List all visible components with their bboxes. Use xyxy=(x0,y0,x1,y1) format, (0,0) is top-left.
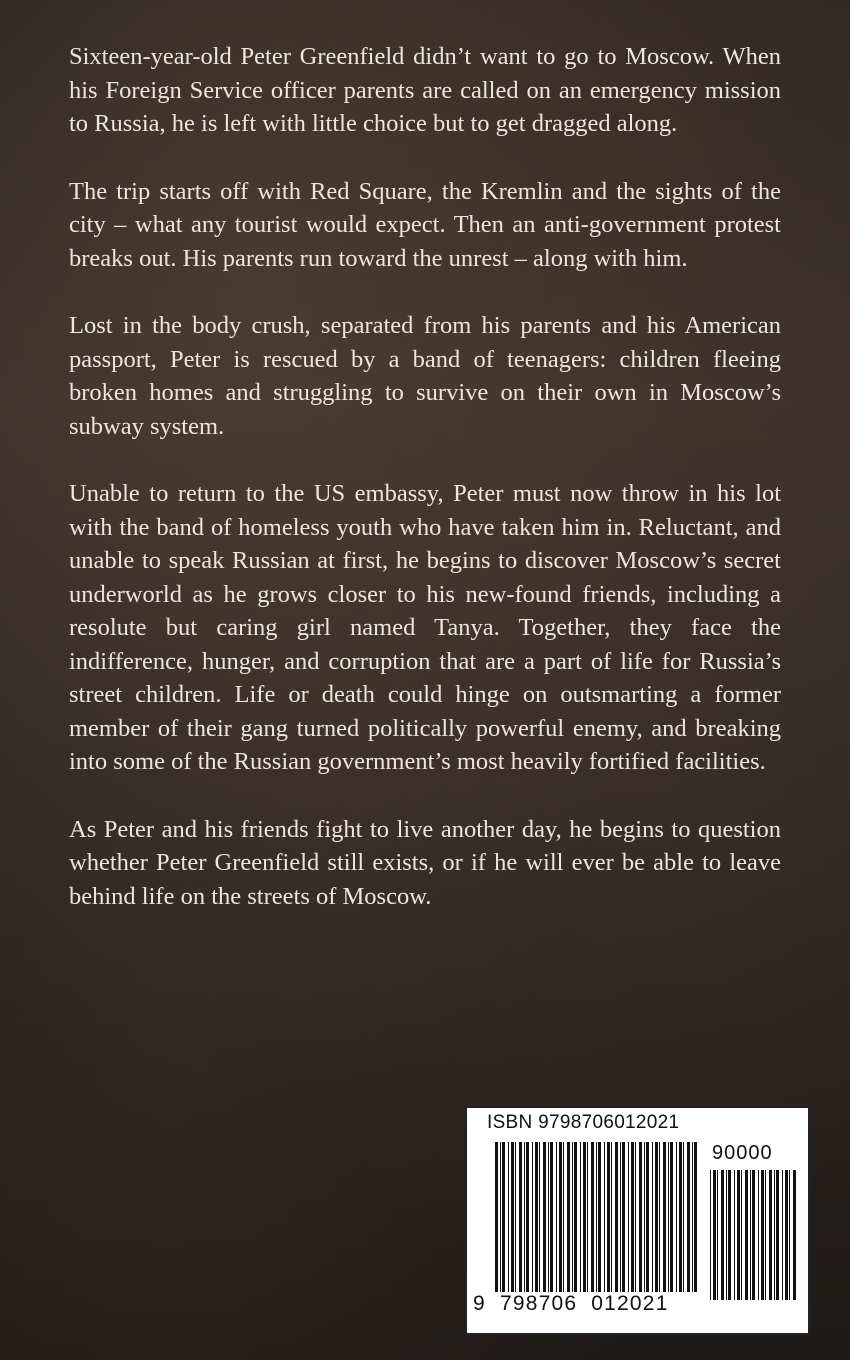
barcode-bar xyxy=(776,1170,779,1300)
barcode-bar xyxy=(502,1142,505,1292)
barcode-bar xyxy=(543,1142,546,1292)
blurb-paragraph-3: Lost in the body crush, separated from his parents and his American passport, Peter is rescued by a band of teenagers: children fleeing broken homes and struggling to survive on their own in Moscow’s subway system. xyxy=(69,312,781,440)
barcode-bar xyxy=(628,1142,629,1292)
barcode-bar xyxy=(635,1142,636,1292)
isbn-barcode xyxy=(465,1106,810,1335)
barcode-bar xyxy=(761,1170,764,1300)
barcode-bar xyxy=(591,1142,594,1292)
barcode-bar xyxy=(644,1142,645,1292)
barcode-bar xyxy=(574,1142,577,1292)
barcode-bar xyxy=(572,1142,573,1292)
barcode-bar xyxy=(604,1142,605,1292)
barcode-bar xyxy=(631,1142,634,1292)
barcode-bar xyxy=(774,1170,775,1300)
barcode-bar xyxy=(620,1142,621,1292)
barcode-bar xyxy=(598,1142,601,1292)
barcode-bar xyxy=(519,1142,522,1292)
blurb-paragraph-1: Sixteen-year-old Peter Greenfield didn’t want to go to Moscow. When his Foreign Service officer parents are called on an emergency mission to Russia, he is left with little choice but to get dragged along. xyxy=(69,43,781,137)
barcode-bar xyxy=(548,1142,549,1292)
barcode-bar xyxy=(607,1142,610,1292)
isbn-label: ISBN 9798706012021 xyxy=(487,1112,680,1133)
blurb-paragraph-5: As Peter and his friends fight to live another day, he begins to question whether Peter Greenfield still exists, or if he will ever be able to leave behind life on the streets of Moscow. xyxy=(69,815,781,910)
barcode-bar xyxy=(563,1142,564,1292)
back-cover-blurb xyxy=(69,40,781,947)
barcode-bar xyxy=(769,1170,772,1300)
barcode-bar xyxy=(596,1142,597,1292)
barcode-bar xyxy=(670,1142,673,1292)
barcode-bar xyxy=(559,1142,562,1292)
barcode-bar xyxy=(615,1142,618,1292)
barcode-bar xyxy=(765,1170,766,1300)
barcode-bar xyxy=(652,1142,653,1292)
barcode-bar xyxy=(526,1142,529,1292)
barcode-bar xyxy=(580,1142,581,1292)
barcode-bar xyxy=(567,1142,570,1292)
barcode-bar xyxy=(524,1142,525,1292)
barcode-bar xyxy=(583,1142,586,1292)
barcode-bar xyxy=(745,1170,748,1300)
barcode-bar xyxy=(713,1170,716,1300)
isbn-digits: 9 798706 012021 xyxy=(473,1292,669,1315)
barcode-bar xyxy=(550,1142,553,1292)
barcode-bar xyxy=(646,1142,649,1292)
barcode-bar xyxy=(694,1142,697,1292)
barcode-bar xyxy=(508,1142,509,1292)
barcode-bar xyxy=(750,1170,751,1300)
barcode-bar xyxy=(500,1142,501,1292)
barcode-bar xyxy=(532,1142,533,1292)
barcode-bar xyxy=(587,1142,588,1292)
barcode-bar xyxy=(556,1142,557,1292)
barcode-bar xyxy=(622,1142,625,1292)
barcode-bar xyxy=(511,1142,514,1292)
barcode-bar xyxy=(515,1142,516,1292)
barcode-bar xyxy=(683,1142,684,1292)
price-code: 90000 xyxy=(712,1142,773,1164)
barcode-bar xyxy=(758,1170,759,1300)
blurb-paragraph-4: Unable to return to the US embassy, Peter must now throw in his lot with the band of homeless youth who have taken him in. Reluctant, and unable to speak Russian at first, he begins to discover Moscow’s secret underworld as he grows closer to his new-found friends, including a resolute but caring girl named Tanya. Together, they face the indifference, hunger, and corruption that are a part of life for Russia’s street children. Life or death could hinge on outsmarting a former member of their gang turned politically powerful enemy, and breaking into some of the Russian government’s most heavily fortified facilities. xyxy=(69,480,781,775)
barcode-bar xyxy=(785,1170,788,1300)
barcode-bar xyxy=(782,1170,783,1300)
barcode-bar xyxy=(741,1170,742,1300)
barcode-bar xyxy=(737,1170,740,1300)
blurb-paragraph-2: The trip starts off with Red Square, the Kremlin and the sights of the city – what any tourist would expect. Then an anti-government protest breaks out. His parents run toward the unrest – along with him. xyxy=(69,177,781,272)
barcode-bar xyxy=(539,1142,540,1292)
barcode-bar xyxy=(687,1142,690,1292)
barcode-bar xyxy=(726,1170,727,1300)
barcode-bar xyxy=(663,1142,666,1292)
barcode-bar xyxy=(789,1170,790,1300)
barcode-bar xyxy=(710,1170,711,1300)
barcode-bar xyxy=(679,1142,682,1292)
barcode-bar xyxy=(793,1170,796,1300)
barcode-bar xyxy=(611,1142,612,1292)
barcode-bar xyxy=(639,1142,642,1292)
barcode-bar xyxy=(734,1170,735,1300)
barcode-bar xyxy=(752,1170,755,1300)
barcode-bar xyxy=(655,1142,658,1292)
barcode-bar xyxy=(676,1142,677,1292)
barcode-bar xyxy=(535,1142,538,1292)
barcode-bar xyxy=(721,1170,724,1300)
barcode-bar xyxy=(692,1142,693,1292)
barcode-bar xyxy=(495,1142,498,1292)
barcode-bar xyxy=(728,1170,731,1300)
barcode-bar xyxy=(717,1170,718,1300)
barcode-bar xyxy=(659,1142,660,1292)
barcode-bar xyxy=(668,1142,669,1292)
